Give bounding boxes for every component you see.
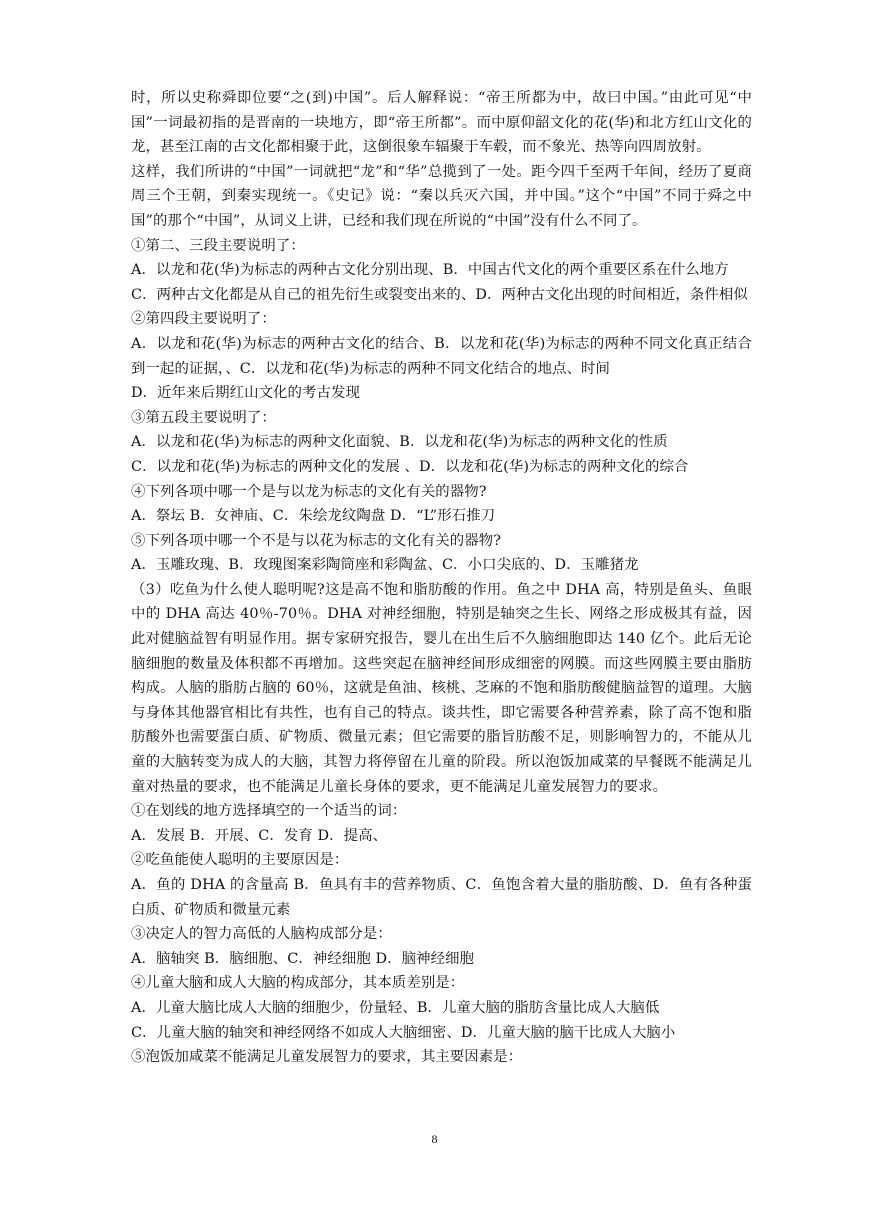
p3-question-5-stem: ⑤泡饭加咸菜不能满足儿童发展智力的要求，其主要因素是： bbox=[131, 1049, 523, 1066]
paragraph-long-hua-unified: 这样，我们所讲的“中国”一词就把“龙”和“华”总揽到了一处。距今四千至两千年间，经历了夏商周三个王朝，到秦实现统一。《史记》说：“秦以兵灭六国，并中国。”这个“中国”不同于舜之中国”的那个“中国”，从词义上讲，已经和我们现在所说的“中国”没有什么不同了。 bbox=[131, 163, 752, 229]
body-text bbox=[131, 86, 752, 1070]
p3-question-4-options-cd: C．儿童大脑的轴突和神经网络不如成人大脑细密、D．儿童大脑的脑干比成人大脑小 bbox=[131, 1024, 676, 1041]
question-5-options: A．玉雕玫瑰、B．玫瑰图案彩陶筒座和彩陶盆、C．小口尖底的、D．玉雕猪龙 bbox=[131, 557, 639, 574]
question-2-options-abc: A．以龙和花(华)为标志的两种古文化的结合、B．以龙和花(华)为标志的两种不同文化真正结合到一起的证据，、C．以龙和花(华)为标志的两种不同文化结合的地点、时间 bbox=[131, 335, 752, 377]
question-1-options-ab: A．以龙和花(华)为标志的两种古文化分别出现、B．中国古代文化的两个重要区系在什么地方 bbox=[131, 262, 729, 279]
p3-question-2-stem: ②吃鱼能使人聪明的主要原因是： bbox=[131, 852, 349, 869]
p3-question-1-options: A．发展 B．开展、C．发育 D．提高、 bbox=[131, 827, 388, 844]
question-2-option-d: D．近年来后期红山文化的考古发现 bbox=[131, 385, 360, 402]
question-3-stem: ③第五段主要说明了： bbox=[131, 409, 276, 426]
p3-question-4-stem: ④儿童大脑和成人大脑的构成部分，其本质差别是： bbox=[131, 975, 465, 992]
p3-question-4-options-ab: A．儿童大脑比成人大脑的细胞少，份量轻、B．儿童大脑的脂肪含量比成人大脑低 bbox=[131, 999, 660, 1016]
p3-question-3-options: A．脑轴突 B．脑细胞、C．神经细胞 D．脑神经细胞 bbox=[131, 950, 475, 967]
question-4-stem: ④下列各项中哪一个是与以龙为标志的文化有关的器物? bbox=[131, 483, 487, 500]
p3-question-1-stem: ①在划线的地方选择填空的一个适当的词： bbox=[131, 803, 407, 820]
p3-question-3-stem: ③决定人的智力高低的人脑构成部分是： bbox=[131, 926, 392, 943]
question-3-options-cd: C．以龙和花(华)为标志的两种文化的发展 、D．以龙和花(华)为标志的两种文化的综合 bbox=[131, 458, 689, 475]
question-2-stem: ②第四段主要说明了： bbox=[131, 311, 276, 328]
passage-3-fish-dha: （3）吃鱼为什么使人聪明呢?这是高不饱和脂肪酸的作用。鱼之中 DHA 高，特别是鱼头、鱼眼中的 DHA 高达 40％-70％。DHA 对神经细胞，特别是轴突之生长、网络之形成极其有益，因此对健脑益智有明显作用。据专家研究报告，婴儿在出生后不久脑细胞即达 140 亿个。此后无论脑细胞的数量及体积都不再增加。这些突起在脑神经间形成细密的网膜。而这些网膜主要由脂肪构成。人脑的脂肪占脑的 60％，这就是鱼油、核桃、芝麻的不饱和脂肪酸健脑益智的道理。大脑与身体其他器官相比有共性，也有自己的特点。谈共性，即它需要各种营养素，除了高不饱和脂肪酸外也需要蛋白质、矿物质、微量元素；但它需要的脂旨肪酸不足，则影响智力的，不能从儿童的大脑转变为成人的大脑，其智力将停留在儿童的阶段。所以泡饭加咸菜的早餐既不能满足儿童对热量的要求，也不能满足儿童长身体的要求，更不能满足儿童发展智力的要求。 bbox=[131, 581, 752, 795]
question-1-options-cd: C．两种古文化都是从自己的祖先衍生或裂变出来的、D．两种古文化出现的时间相近，条件相似 bbox=[131, 286, 748, 303]
question-3-options-ab: A．以龙和花(华)为标志的两种文化面貌、B．以龙和花(华)为标志的两种文化的性质 bbox=[131, 434, 668, 451]
p3-question-2-options: A．鱼的 DHA 的含量高 B．鱼具有丰的营养物质、C．鱼饱含着大量的脂肪酸、D．鱼有各种蛋白质、矿物质和微量元素 bbox=[131, 877, 752, 918]
question-5-stem: ⑤下列各项中哪一个不是与以花为标志的文化有关的器物? bbox=[131, 532, 502, 549]
question-4-options: A．祭坛 B．女神庙、C．朱绘龙纹陶盘 D．“L”形石推刀 bbox=[131, 508, 496, 525]
paragraph-zhongguo-origin: 时，所以史称舜即位要“之(到)中国”。后人解释说：“帝王所都为中，故曰中国。”由此可见“中国”一词最初指的是晋南的一块地方，即“帝王所都”。而中原仰韶文化的花(华)和北方红山文化的龙，甚至江南的古文化都相聚于此，这倒很象车辐聚于车毂，而不象光、热等向四周放射。 bbox=[131, 90, 752, 156]
question-1-stem: ①第二、三段主要说明了： bbox=[131, 237, 305, 254]
page-number: 8 bbox=[431, 1132, 438, 1146]
